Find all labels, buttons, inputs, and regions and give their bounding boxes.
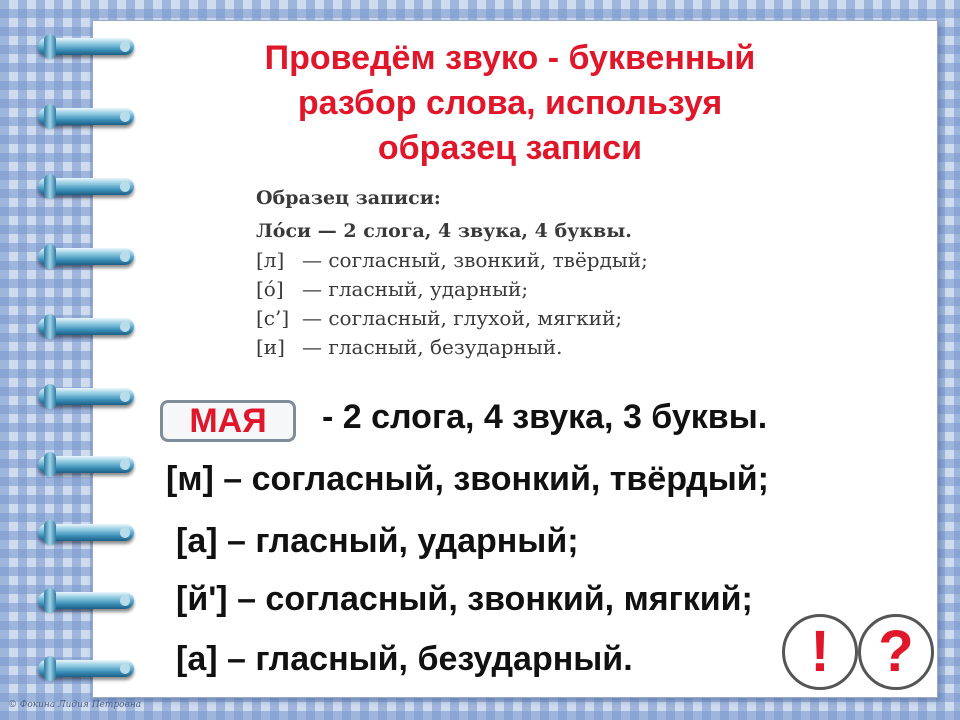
slide-title: Проведём звуко - буквенный разбор слова, используя образец записи [264, 39, 756, 167]
question-icon[interactable]: ? [858, 614, 934, 690]
sample-heading: Образец записи: [256, 187, 441, 209]
sample-sound: [с’] [256, 306, 290, 330]
analysis-row: [м] – согласный, звонкий, твёрдый; [166, 460, 769, 498]
spiral-ring-icon [38, 248, 134, 265]
analysis-row: [а] – гласный, ударный; [176, 522, 579, 560]
spiral-ring-icon [38, 108, 134, 125]
sample-row [256, 275, 816, 304]
analysis-summary: - 2 слога, 4 звука, 3 буквы. [322, 398, 768, 436]
sample-desc: — согласный, глухой, мягкий; [302, 306, 623, 330]
analysis-row: [й'] – согласный, звонкий, мягкий; [176, 580, 753, 618]
analyzed-word-box: МАЯ [160, 400, 296, 442]
spiral-ring-icon [38, 38, 134, 55]
sample-row [256, 246, 816, 275]
spiral-ring-icon [38, 456, 134, 473]
sample-row [256, 333, 816, 362]
sample-word-line: Лóси — 2 слога, 4 звука, 4 буквы. [256, 220, 632, 242]
spiral-ring-icon [38, 660, 134, 677]
sample-sound: [ó] [256, 277, 284, 301]
sample-desc: — согласный, звонкий, твёрдый; [302, 248, 648, 272]
sample-desc: — гласный, безударный. [302, 335, 563, 359]
sample-row [256, 304, 816, 333]
spiral-ring-icon [38, 178, 134, 195]
sample-record [256, 184, 816, 362]
spiral-ring-icon [38, 388, 134, 405]
sample-sound: [и] [256, 335, 285, 359]
analysis-row: [а] – гласный, безударный. [176, 640, 633, 678]
sample-desc: — гласный, ударный; [302, 277, 529, 301]
sample-sound: [л] [256, 248, 285, 272]
spiral-ring-icon [38, 524, 134, 541]
exclamation-icon[interactable]: ! [782, 614, 858, 690]
spiral-ring-icon [38, 318, 134, 335]
copyright-note: © Фокина Лидия Петровна [8, 700, 142, 710]
spiral-ring-icon [38, 592, 134, 609]
